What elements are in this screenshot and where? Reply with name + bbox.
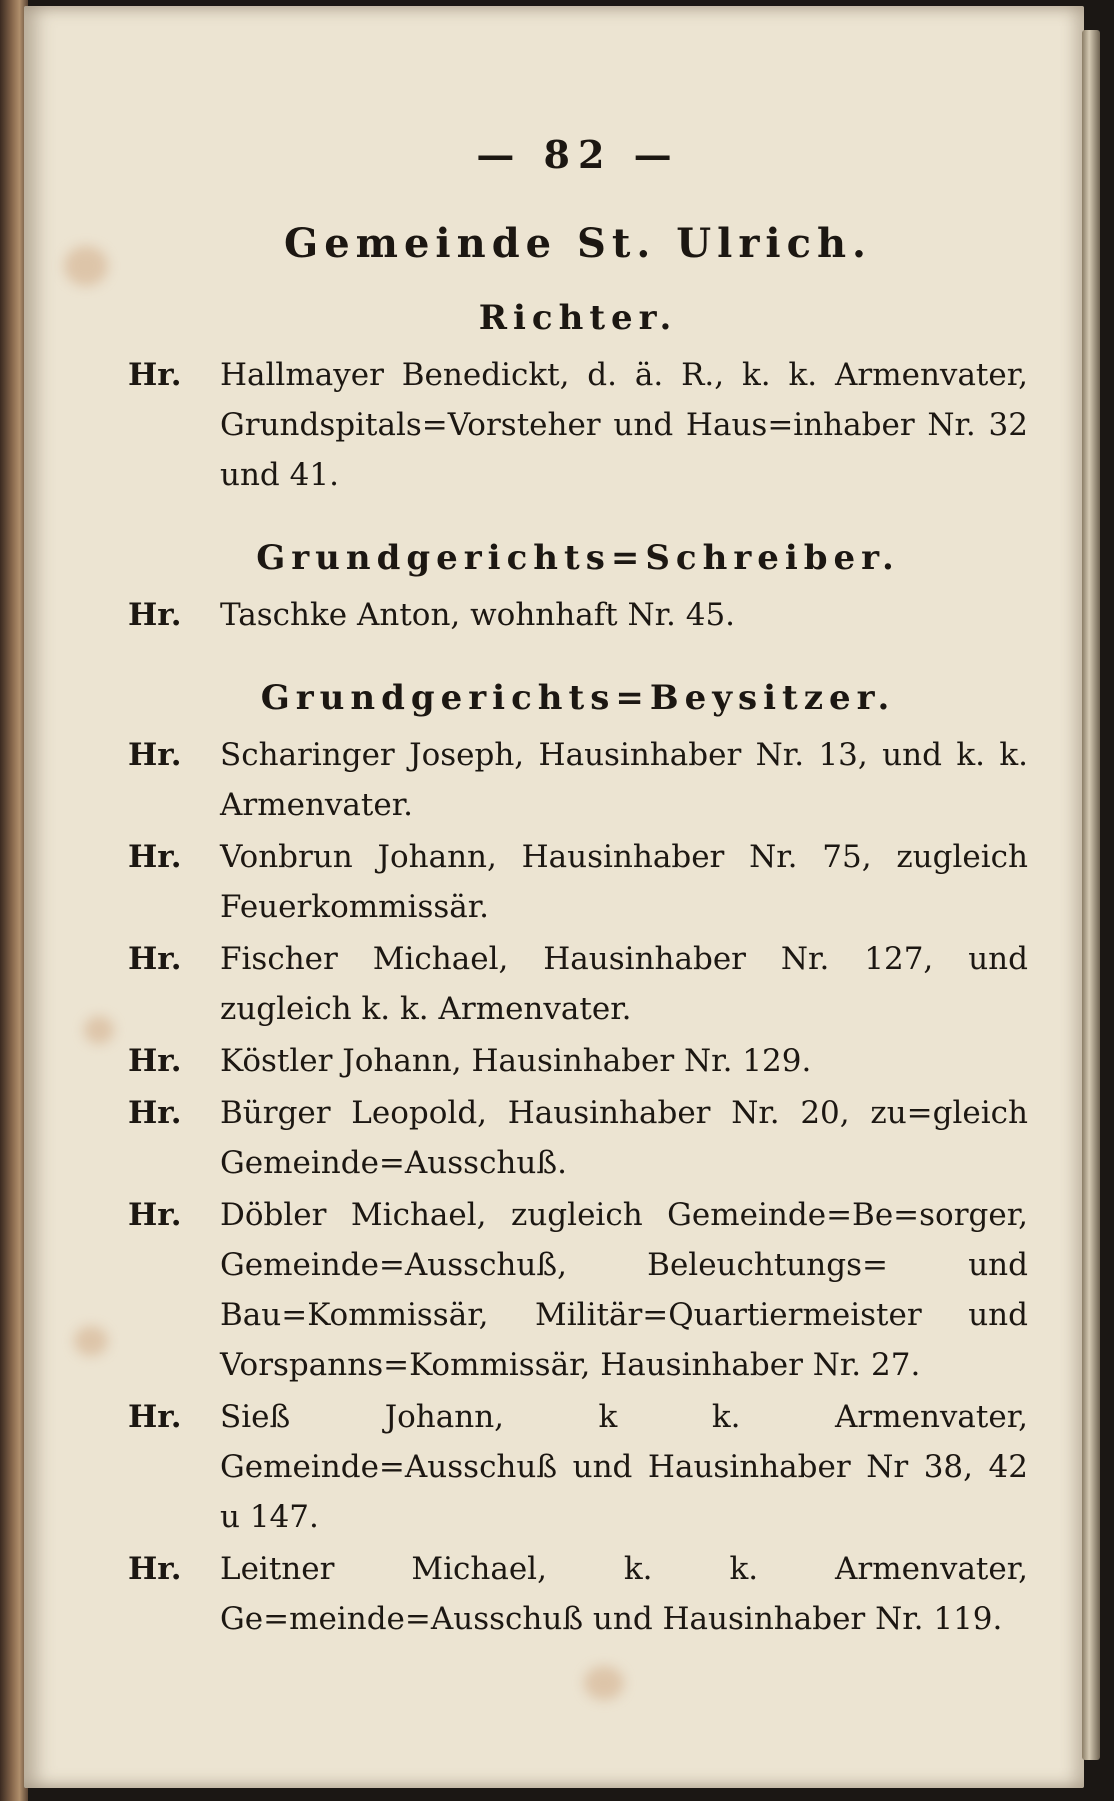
section-heading: Richter. bbox=[478, 298, 678, 338]
entry-text: Taschke Anton, wohnhaft Nr. 45. bbox=[220, 597, 736, 633]
list-item bbox=[128, 1036, 1028, 1086]
foxing-stain bbox=[84, 1016, 114, 1044]
entry-prefix: Hr. bbox=[128, 1043, 182, 1079]
entry-prefix: Hr. bbox=[128, 597, 182, 633]
section-heading: Grundgerichts=Beysitzer. bbox=[260, 678, 896, 718]
section-heading: Grundgerichts=Schreiber. bbox=[256, 538, 900, 578]
entry-prefix: Hr. bbox=[128, 737, 182, 773]
entry-text: Leitner Michael, k. k. Armenvater, Ge=meinde=Ausschuß und Hausinhaber Nr. 119. bbox=[220, 1551, 1028, 1637]
entry-text: Vonbrun Johann, Hausinhaber Nr. 75, zugleich Feuerkommissär. bbox=[220, 839, 1028, 925]
section-beysitzer bbox=[128, 666, 1028, 1644]
foxing-stain bbox=[74, 1326, 108, 1356]
entry-prefix: Hr. bbox=[128, 839, 182, 875]
list-item bbox=[128, 832, 1028, 932]
entry-text: Köstler Johann, Hausinhaber Nr. 129. bbox=[220, 1043, 812, 1079]
entry-text: Scharinger Joseph, Hausinhaber Nr. 13, und k. k. Armenvater. bbox=[220, 737, 1028, 823]
entry-prefix: Hr. bbox=[128, 1551, 182, 1587]
entry-prefix: Hr. bbox=[128, 1399, 182, 1435]
foxing-stain bbox=[584, 1666, 624, 1700]
section-schreiber bbox=[128, 526, 1028, 640]
entry-text: Bürger Leopold, Hausinhaber Nr. 20, zu=gleich Gemeinde=Ausschuß. bbox=[220, 1095, 1028, 1181]
entry-text: Hallmayer Benedickt, d. ä. R., k. k. Armenvater, Grundspitals=Vorsteher und Haus=inhaber Nr. 32 und 41. bbox=[220, 357, 1028, 493]
entry-text: Sieß Johann, k k. Armenvater, Gemeinde=Ausschuß und Hausinhaber Nr 38, 42 u 147. bbox=[220, 1399, 1028, 1535]
page-content bbox=[128, 120, 1028, 1644]
page-number: — 82 — bbox=[476, 132, 680, 177]
entry-prefix: Hr. bbox=[128, 1197, 182, 1233]
page-edge bbox=[1082, 30, 1100, 1760]
list-item bbox=[128, 1392, 1028, 1542]
section-richter bbox=[128, 286, 1028, 500]
list-item bbox=[128, 1544, 1028, 1644]
entry-prefix: Hr. bbox=[128, 1095, 182, 1131]
list-item bbox=[128, 350, 1028, 500]
list-item bbox=[128, 730, 1028, 830]
page-title: Gemeinde St. Ulrich. bbox=[284, 220, 872, 267]
entry-text: Döbler Michael, zugleich Gemeinde=Be=sorger, Gemeinde=Ausschuß, Beleuchtungs= und Bau=Kommissär, Militär=Quartiermeister und Vorspanns=Kommissär, Hausinhaber Nr. 27. bbox=[220, 1197, 1028, 1383]
list-item bbox=[128, 934, 1028, 1034]
entry-text: Fischer Michael, Hausinhaber Nr. 127, und zugleich k. k. Armenvater. bbox=[220, 941, 1028, 1027]
list-item bbox=[128, 1088, 1028, 1188]
entry-prefix: Hr. bbox=[128, 357, 182, 393]
list-item bbox=[128, 1190, 1028, 1390]
foxing-stain bbox=[64, 246, 108, 286]
entry-prefix: Hr. bbox=[128, 941, 182, 977]
list-item bbox=[128, 590, 1028, 640]
